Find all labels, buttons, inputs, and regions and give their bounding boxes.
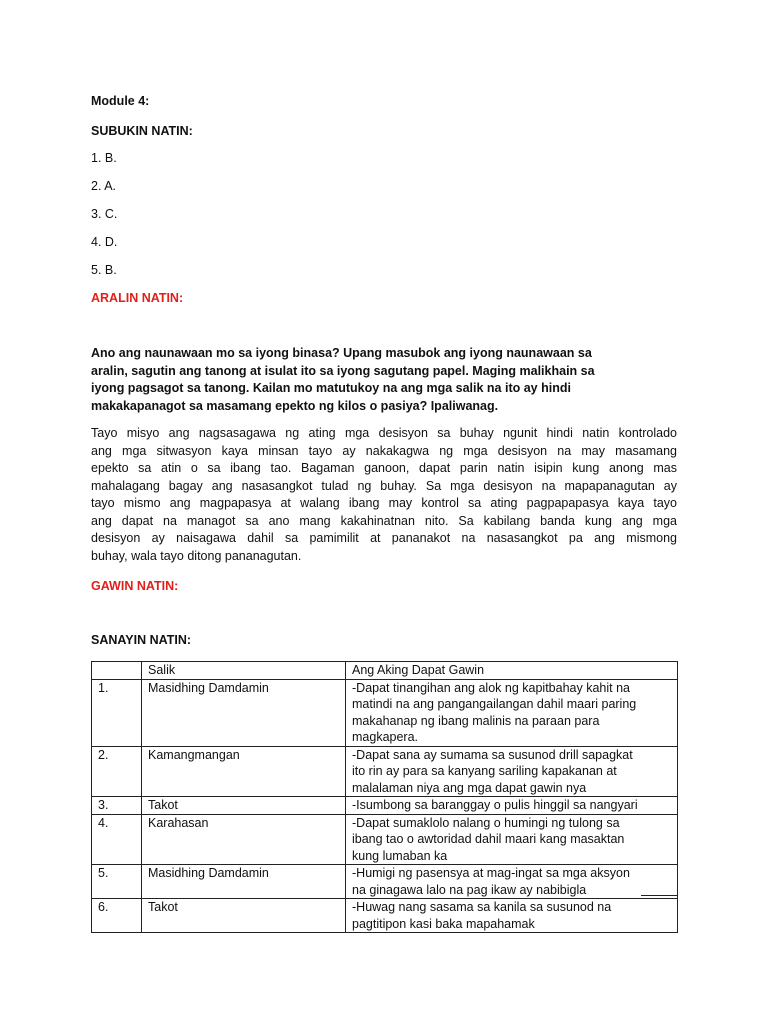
table-row (92, 746, 678, 797)
row-gawin (346, 746, 678, 797)
table-header-row (92, 662, 678, 680)
sanayin-table (91, 661, 678, 933)
question-line: makakapanagot sa masamang epekto ng kilos o pasiya? Ipaliwanag. (91, 398, 499, 413)
cell-line: kung lumaban ka (352, 848, 448, 863)
table-row (92, 797, 678, 815)
row-salik: Kamangmangan (142, 746, 346, 797)
aralin-heading: ARALIN NATIN: (91, 291, 184, 305)
paragraph-line: ang mga sitwasyon kaya minsan tayo ay nakakagwa ng mga desisyon na may masamang (91, 443, 677, 458)
cell-line: -Dapat sumaklolo nalang o humingi ng tulong sa (352, 815, 620, 830)
answer-item: 5. B. (91, 263, 117, 277)
paragraph-line: buhay, wala tayo ditong pananagutan. (91, 548, 302, 563)
question-line: aralin, sagutin ang tanong at isulat ito sa iyong sagutang papel. Maging malikhain sa (91, 363, 595, 378)
cell-line: matindi na ang pangangailangan dahil maari paring (352, 697, 637, 711)
aralin-answer-paragraph (91, 425, 677, 565)
paragraph-line: mahalagang bagay ang nasasangkot tulad ng buhay. Sa mga desisyon na mapapanagutan ay (91, 478, 677, 493)
cell-line: ibang tao o awtoridad dahil maari kang masaktan (352, 832, 625, 846)
row-number: 3. (92, 797, 142, 815)
row-gawin (346, 865, 678, 899)
cell-line: magkapera. (352, 730, 419, 744)
paragraph-line: tayo mismo ang magpapasya at walang ibang may kontrol sa ating pagpapapasya kaya tayo (91, 496, 677, 510)
cell-line: malalaman niya ang mga dapat gawin nya (352, 780, 587, 795)
header-cell (92, 662, 142, 680)
module-title: Module 4: (91, 94, 150, 108)
underline-mark (641, 895, 677, 896)
row-gawin (346, 814, 678, 865)
aralin-question (91, 345, 681, 415)
cell-line: -Humigi ng pasensya at mag-ingat sa mga aksyon (352, 866, 630, 880)
paragraph-line: ang dapat na managot sa ano mang kakahinatnan nito. Sa kabilang banda kung ang mga (91, 513, 677, 528)
cell-line: pagtitipon kasi baka mapahamak (352, 916, 535, 931)
cell-line: -Isumbong sa baranggay o pulis hinggil sa nangyari (352, 798, 638, 812)
answer-item: 2. A. (91, 179, 117, 193)
row-gawin (346, 899, 678, 933)
row-salik: Takot (142, 797, 346, 815)
row-salik: Masidhing Damdamin (142, 679, 346, 746)
row-salik: Takot (142, 899, 346, 933)
cell-line: -Dapat tinangihan ang alok ng kapitbahay kahit na (352, 680, 630, 695)
cell-line: -Huwag nang sasama sa kanila sa susunod na (352, 900, 612, 914)
question-line: Ano ang naunawaan mo sa iyong binasa? Upang masubok ang iyong naunawaan sa (91, 346, 592, 360)
table-row (92, 679, 678, 746)
sanayin-heading: SANAYIN NATIN: (91, 633, 192, 647)
paragraph-line: epekto sa atin o sa ibang tao. Bagaman ganoon, dapat parin natin isipin kung anong mas (91, 461, 677, 475)
header-cell: Salik (142, 662, 346, 680)
row-number: 6. (92, 899, 142, 933)
row-salik: Karahasan (142, 814, 346, 865)
paragraph-line: desisyon ay naisagawa dahil sa pamimilit at pananakot na nasasangkot pa ang mismong (91, 531, 677, 545)
table-row (92, 865, 678, 899)
gawin-heading: GAWIN NATIN: (91, 579, 179, 593)
answer-item: 3. C. (91, 207, 118, 221)
subukin-heading: SUBUKIN NATIN: (91, 124, 193, 138)
question-line: iyong pagsagot sa tanong. Kailan mo matutukoy na ang mga salik na ito ay hindi (91, 381, 571, 395)
row-number: 5. (92, 865, 142, 899)
answer-item: 1. B. (91, 151, 117, 165)
table-row (92, 899, 678, 933)
table-row (92, 814, 678, 865)
row-number: 1. (92, 679, 142, 746)
paragraph-line: Tayo misyo ang nagsasagawa ng ating mga desisyon sa buhay ngunit hindi natin kontrolado (91, 426, 677, 440)
row-number: 4. (92, 814, 142, 865)
header-cell: Ang Aking Dapat Gawin (346, 662, 678, 680)
cell-line: -Dapat sana ay sumama sa susunod drill sapagkat (352, 747, 633, 762)
cell-line: na ginagawa lalo na pag ikaw ay nabibigla (352, 882, 587, 897)
row-salik: Masidhing Damdamin (142, 865, 346, 899)
row-gawin (346, 679, 678, 746)
cell-line: makahanap ng ibang malinis na paraan para (352, 713, 600, 728)
cell-line: ito rin ay para sa kanyang sariling kapakanan at (352, 764, 617, 778)
row-gawin (346, 797, 678, 815)
row-number: 2. (92, 746, 142, 797)
answer-item: 4. D. (91, 235, 118, 249)
